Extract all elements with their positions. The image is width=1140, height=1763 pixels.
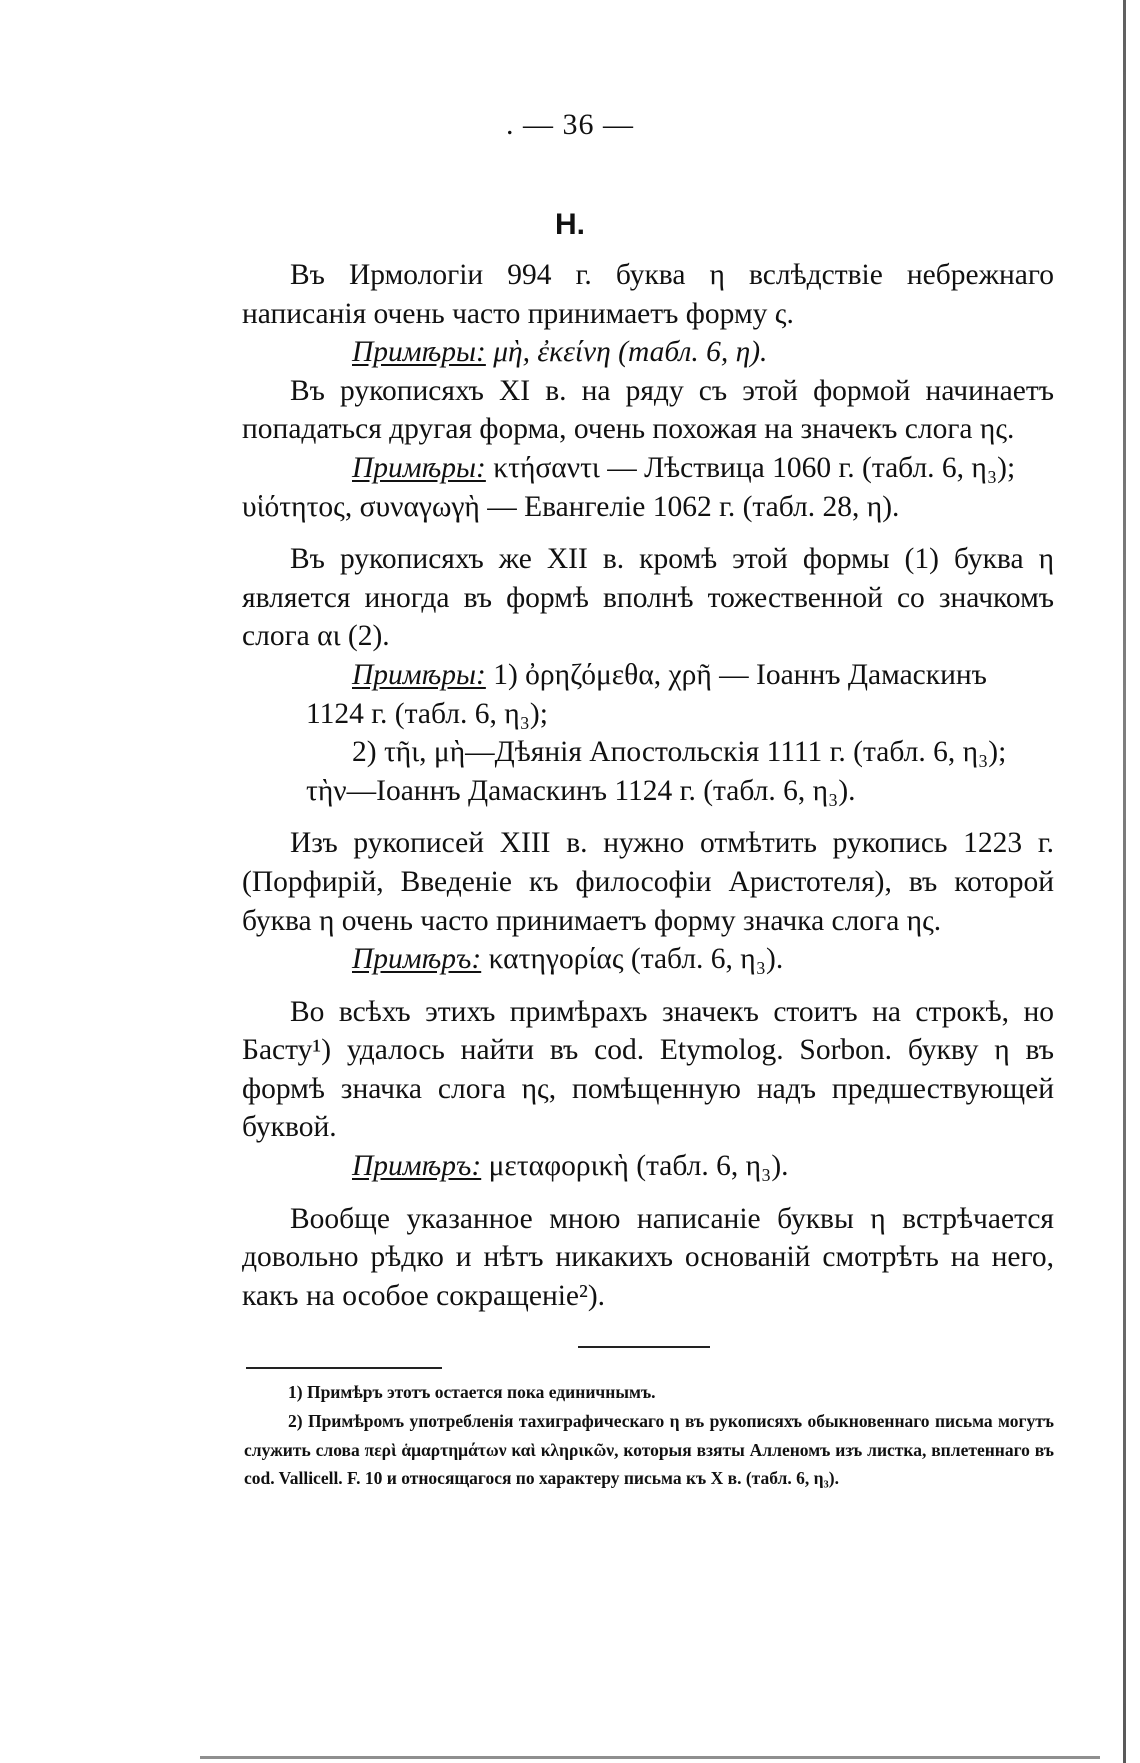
scan-edge-right xyxy=(1123,0,1126,1763)
paragraph: Въ Ирмологіи 994 г. буква η вслѣдствіе небрежнаго написанія очень часто принимаетъ форму ς. xyxy=(242,259,1054,330)
paragraph: Изъ рукописей XIII в. нужно отмѣтить рукопись 1223 г. (Порфирій, Введеніе къ философіи Аристотеля), въ которой буква η очень часто принимаетъ форму значка слога ης. xyxy=(242,827,1054,937)
example-text: κτήσαντι — Лѣствица 1060 г. (табл. 6, η₃); xyxy=(485,451,1016,484)
example-line: 2) τῆι, μὴ—Дѣянія Апостольскія 1111 г. (табл. 6, η₃); xyxy=(352,736,1007,769)
example-label: Примѣры: xyxy=(352,451,486,484)
body-text xyxy=(242,256,1054,1315)
footnote: 1) Примѣръ этотъ остается пока единичнымъ. xyxy=(288,1382,656,1402)
example-continuation: υἱότητος, συναγωγὴ — Евангеліе 1062 г. (табл. 28, η). xyxy=(242,490,900,523)
example-line xyxy=(242,1147,1054,1186)
example-label: Примѣръ: xyxy=(352,943,482,976)
example-line xyxy=(242,333,1054,372)
example-text: μὴ, ἐκείνη (табл. 6, η). xyxy=(485,336,768,369)
example-continuation: τὴν—Іоаннъ Дамаскинъ 1124 г. (табл. 6, η₃). xyxy=(306,774,856,807)
footnote-rule xyxy=(246,1367,442,1369)
example-line xyxy=(242,449,1054,488)
example-text: μεταφορικὴ (табл. 6, η₃). xyxy=(481,1150,789,1183)
section-heading: Н. xyxy=(555,208,585,241)
page-number: . — 36 — xyxy=(506,108,634,141)
example-label: Примѣры: xyxy=(352,658,486,691)
paragraph: Вообще указанное мною написаніе буквы η встрѣчается довольно рѣдко и нѣтъ никакихъ основаній смотрѣть на него, какъ на особое сокращеніе²). xyxy=(242,1202,1054,1312)
example-line xyxy=(242,656,1054,695)
footnotes xyxy=(244,1378,1054,1493)
example-label: Примѣры: xyxy=(352,336,486,369)
paragraph: Въ рукописяхъ XI в. на ряду съ этой формой начинаетъ попадаться другая форма, очень похожая на значекъ слога ης. xyxy=(242,374,1054,446)
scan-edge-bottom xyxy=(200,1756,1100,1759)
example-text: κατηγορίας (табл. 6, η₃). xyxy=(481,943,784,976)
footnote: 2) Примѣромъ употребленія тахиграфическаго η въ рукописяхъ обыкновеннаго письма могутъ служить слова περὶ ἁμαρτημάτων καὶ κληρικῶν, которыя взяты Алленомъ изъ листка, вплетеннаго въ cod. Vallicell. F. 10 и относящагося по характеру письма къ X в. (табл. 6, η₃). xyxy=(244,1410,1054,1489)
example-continuation: 1124 г. (табл. 6, η₃); xyxy=(306,697,548,730)
paragraph: Во всѣхъ этихъ примѣрахъ значекъ стоитъ на строкѣ, но Басту¹) удалось найти въ cod. Etymolog. Sorbon. букву η въ формѣ значка слога ης, помѣщенную надъ предшествующей буквой. xyxy=(242,995,1054,1144)
example-text: 1) ὀρηζόμεθα, χρῆ — Іоаннъ Дамаскинъ xyxy=(485,658,987,691)
section-end-rule xyxy=(578,1346,710,1348)
example-line xyxy=(242,940,1054,979)
paragraph: Въ рукописяхъ же XII в. кромѣ этой формы (1) буква η является иногда въ формѣ вполнѣ тожественной со значкомъ слога αι (2). xyxy=(242,543,1054,653)
example-label: Примѣръ: xyxy=(352,1150,482,1183)
